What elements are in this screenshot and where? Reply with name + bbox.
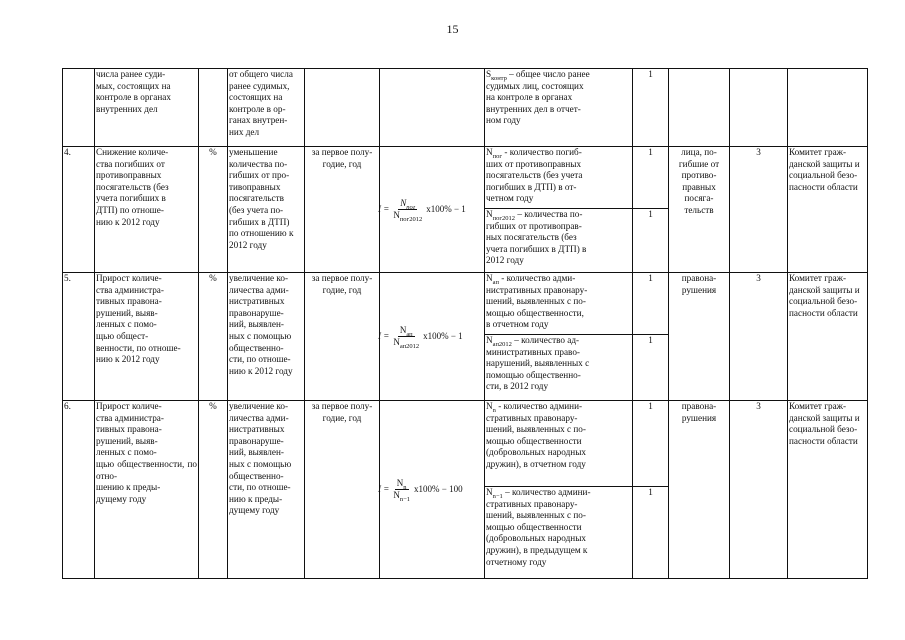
- variable-cell: $N_{пог}$ - количество погиб- ших от противоправных посягательств (без учета погибших в ДТП) в от- четном году: [485, 147, 633, 209]
- unit-cell: %: [199, 147, 228, 273]
- code-cell: 1: [633, 335, 669, 401]
- responsible-cell: Комитет граж- данской защиты и социальной безо- пасности области: [788, 401, 868, 579]
- description-cell: увеличение ко- личества адми- нистративных правонаруше- ний, выявлен- ных с помощью общественно- сти, по отноше- нию к преды- дущему году: [228, 401, 305, 579]
- table-row: [63, 147, 868, 209]
- description-cell: увеличение ко- личества адми- нистративных правонаруше- ний, выявлен- ных с помощью общественно- сти, по отноше- нию к 2012 году: [228, 273, 305, 401]
- method-cell: [669, 69, 730, 147]
- period-cell: за первое полу- годие, год: [305, 273, 380, 401]
- indicator-cell: Прирост количе- ства администра- тивных правона- рушений, выяв- ленных с помо- щью общест- венности, по отноше- нию к 2012 году: [95, 273, 199, 401]
- indicators-table: [62, 68, 868, 579]
- value-cell: 3: [730, 401, 788, 579]
- variable-cell: $S_{контр}$ – общее число ранее судимых лиц, состоящих на контроле в органах внутренних дел в отчет- ном году: [485, 69, 633, 147]
- table-row: [63, 273, 868, 335]
- formula-cell: [380, 401, 485, 579]
- formula-cell: [380, 147, 485, 273]
- period-cell: за первое полу- годие, год: [305, 147, 380, 273]
- responsible-cell: Комитет граж- данской защиты и социальной безо- пасности области: [788, 273, 868, 401]
- unit-cell: %: [199, 401, 228, 579]
- formula-fraction: $\frac{N_{ап}}{N_{ап2012}}$: [393, 325, 420, 350]
- method-cell: лица, по- гибшие от противо- правных посяга- тельств: [669, 147, 730, 273]
- period-cell: за первое полу- годие, год: [305, 401, 380, 579]
- code-cell: 1: [633, 69, 669, 147]
- row-number-cell: [63, 69, 95, 147]
- formula: I = $\frac{N_n}{N_{n-1}}$ x100% − 100: [378, 478, 463, 503]
- page-number: 15: [446, 22, 459, 36]
- code-cell: 1: [633, 273, 669, 335]
- table-row: [63, 69, 868, 147]
- row-number-cell: 4.: [63, 147, 95, 273]
- code-cell: 1: [633, 401, 669, 487]
- row-number-cell: 5.: [63, 273, 95, 401]
- indicator-cell: числа ранее суди- мых, состоящих на контроле в органах внутренних дел: [95, 69, 199, 147]
- variable-cell: $N_{ап2012}$ – количество ад- министративных право- нарушений, выявленных с помощью общественно- сти, в 2012 году: [485, 335, 633, 401]
- variable-cell: $N_{пог2012}$ – количества по- гибших от противоправ- ных посягательств (без учета погибших в ДТП) в 2012 году: [485, 209, 633, 273]
- period-cell: [305, 69, 380, 147]
- row-number-cell: 6.: [63, 401, 95, 579]
- value-cell: 3: [730, 147, 788, 273]
- code-cell: 1: [633, 147, 669, 209]
- formula-cell: [380, 273, 485, 401]
- code-cell: 1: [633, 209, 669, 273]
- responsible-cell: Комитет граж- данской защиты и социальной безо- пасности области: [788, 147, 868, 273]
- variable-cell: $N_{ап}$ - количество адми- нистративных правонару- шений, выявленных с по- мощью общественности, в отчетном году: [485, 273, 633, 335]
- description-cell: уменьшение количества по- гибших от про- тивоправных посягательств (без учета по- гибших в ДТП) по отношению к 2012 году: [228, 147, 305, 273]
- responsible-cell: [788, 69, 868, 147]
- method-cell: правона- рушения: [669, 401, 730, 579]
- unit-cell: %: [199, 273, 228, 401]
- value-cell: [730, 69, 788, 147]
- indicator-cell: Снижение количе- ства погибших от противоправных посягательств (без учета погибших в ДТП) по отноше- нию к 2012 году: [95, 147, 199, 273]
- method-cell: правона- рушения: [669, 273, 730, 401]
- indicator-cell: Прирост количе- ства администра- тивных правона- рушений, выяв- ленных с помо- щью общественности, по отно- шению к преды- дущему году: [95, 401, 199, 579]
- description-cell: от общего числа ранее судимых, состоящих на контроле в ор- ганах внутрен- них дел: [228, 69, 305, 147]
- formula: I = $\frac{N_{пог}}{N_{пог2012}}$ x100% − 1: [378, 198, 466, 223]
- formula-fraction: $\frac{N_n}{N_{n-1}}$: [393, 478, 410, 503]
- formula-cell: [380, 69, 485, 147]
- value-cell: 3: [730, 273, 788, 401]
- formula: I = $\frac{N_{ап}}{N_{ап2012}}$ x100% − 1: [378, 325, 463, 350]
- variable-cell: $N_{n-1}$ – количество админи- стративных правонару- шений, выявленных с по- мощью общественности (добровольных народных дружин), в предыдущем к отчетному году: [485, 487, 633, 579]
- formula-fraction: $\frac{N_{пог}}{N_{пог2012}}$: [393, 198, 423, 223]
- code-cell: 1: [633, 487, 669, 579]
- unit-cell: [199, 69, 228, 147]
- table-row: [63, 401, 868, 487]
- variable-cell: $N_n$ - количество админи- стративных правонару- шений, выявленных с по- мощью общественности (добровольных народных дружин), в отчетном году: [485, 401, 633, 487]
